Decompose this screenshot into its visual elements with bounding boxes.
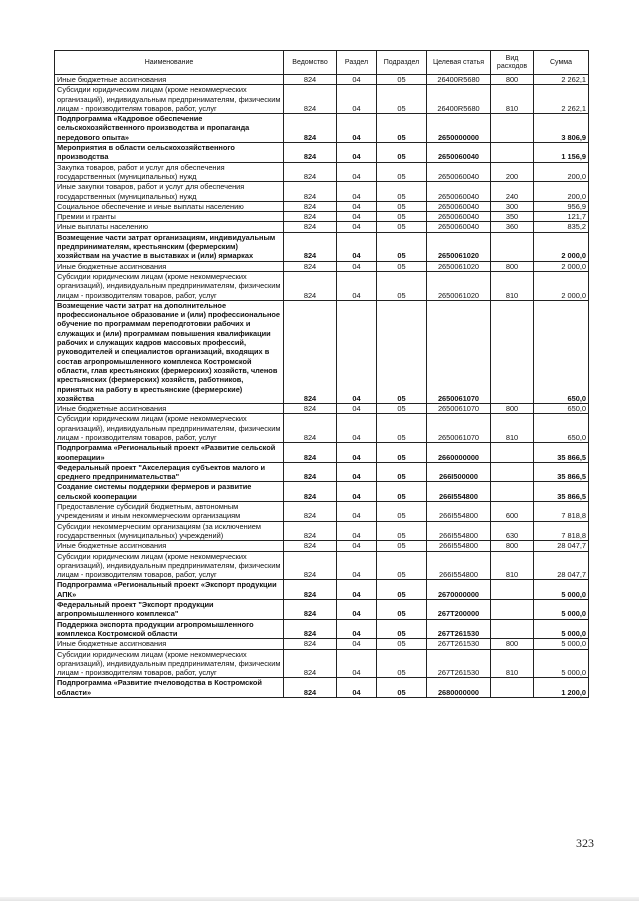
cell-dept: 824	[284, 551, 337, 580]
cell-section: 04	[337, 580, 377, 600]
cell-amount: 5 000,0	[534, 580, 589, 600]
cell-amount: 5 000,0	[534, 639, 589, 649]
cell-amount: 1 156,9	[534, 143, 589, 163]
cell-target: 266I554800	[427, 482, 491, 502]
cell-dept: 824	[284, 201, 337, 211]
cell-dept: 824	[284, 600, 337, 620]
cell-section: 04	[337, 482, 377, 502]
cell-subsection: 05	[377, 212, 427, 222]
col-header-exp-type: Вид расходов	[491, 51, 534, 75]
cell-target: 2650061070	[427, 404, 491, 414]
table-row	[55, 443, 589, 463]
page-number: 323	[576, 836, 594, 850]
cell-section: 04	[337, 649, 377, 678]
cell-name: Закупка товаров, работ и услуг для обеспечения государственных (муниципальных) нужд	[55, 162, 284, 182]
table-row	[55, 85, 589, 114]
cell-target: 266I554800	[427, 551, 491, 580]
cell-dept: 824	[284, 261, 337, 271]
cell-name: Подпрограмма «Региональный проект «Экспорт продукции АПК»	[55, 580, 284, 600]
cell-target: 2650060040	[427, 143, 491, 163]
table-body	[55, 75, 589, 698]
cell-subsection: 05	[377, 300, 427, 403]
cell-amount: 650,0	[534, 414, 589, 443]
table-row	[55, 541, 589, 551]
cell-target: 2650061070	[427, 300, 491, 403]
cell-section: 04	[337, 232, 377, 261]
cell-subsection: 05	[377, 649, 427, 678]
cell-amount: 35 866,5	[534, 462, 589, 482]
cell-target: 266I554800	[427, 521, 491, 541]
cell-dept: 824	[284, 580, 337, 600]
cell-section: 04	[337, 261, 377, 271]
cell-dept: 824	[284, 619, 337, 639]
cell-name: Иные бюджетные ассигнования	[55, 639, 284, 649]
table-row	[55, 639, 589, 649]
cell-amount: 35 866,5	[534, 482, 589, 502]
cell-dept: 824	[284, 75, 337, 85]
cell-name: Субсидии некоммерческим организациям (за исключением государственных (муниципальных) учреждений)	[55, 521, 284, 541]
cell-subsection: 05	[377, 580, 427, 600]
scan-edge	[0, 897, 639, 901]
table-row	[55, 414, 589, 443]
cell-exp-type: 810	[491, 649, 534, 678]
cell-section: 04	[337, 619, 377, 639]
cell-dept: 824	[284, 114, 337, 143]
cell-amount: 2 000,0	[534, 261, 589, 271]
cell-subsection: 05	[377, 551, 427, 580]
cell-name: Премии и гранты	[55, 212, 284, 222]
table-row	[55, 678, 589, 698]
cell-section: 04	[337, 212, 377, 222]
cell-exp-type: 630	[491, 521, 534, 541]
cell-subsection: 05	[377, 162, 427, 182]
cell-target: 2650060040	[427, 212, 491, 222]
cell-exp-type: 200	[491, 162, 534, 182]
cell-exp-type	[491, 114, 534, 143]
table-row	[55, 182, 589, 202]
cell-name: Субсидии юридическим лицам (кроме некоммерческих организаций), индивидуальным предпринимателям, физическим лицам - производителям товаров, работ, услуг	[55, 649, 284, 678]
col-header-name: Наименование	[55, 51, 284, 75]
cell-target: 2650061020	[427, 261, 491, 271]
cell-exp-type: 350	[491, 212, 534, 222]
cell-subsection: 05	[377, 414, 427, 443]
cell-amount: 5 000,0	[534, 600, 589, 620]
cell-section: 04	[337, 404, 377, 414]
cell-dept: 824	[284, 85, 337, 114]
cell-subsection: 05	[377, 502, 427, 522]
table-row	[55, 551, 589, 580]
cell-dept: 824	[284, 143, 337, 163]
cell-dept: 824	[284, 162, 337, 182]
cell-dept: 824	[284, 414, 337, 443]
cell-section: 04	[337, 551, 377, 580]
cell-dept: 824	[284, 639, 337, 649]
cell-amount: 2 262,1	[534, 75, 589, 85]
cell-subsection: 05	[377, 482, 427, 502]
cell-amount: 121,7	[534, 212, 589, 222]
table-row	[55, 619, 589, 639]
cell-dept: 824	[284, 443, 337, 463]
cell-target: 2650000000	[427, 114, 491, 143]
cell-dept: 824	[284, 300, 337, 403]
budget-table	[54, 50, 589, 698]
cell-exp-type: 800	[491, 541, 534, 551]
table-row	[55, 462, 589, 482]
cell-amount: 3 806,9	[534, 114, 589, 143]
cell-section: 04	[337, 639, 377, 649]
cell-section: 04	[337, 443, 377, 463]
cell-dept: 824	[284, 212, 337, 222]
table-row	[55, 649, 589, 678]
cell-name: Федеральный проект "Акселерация субъектов малого и среднего предпринимательства"	[55, 462, 284, 482]
cell-name: Иные бюджетные ассигнования	[55, 541, 284, 551]
col-header-amount: Сумма	[534, 51, 589, 75]
cell-amount: 28 047,7	[534, 551, 589, 580]
cell-name: Иные бюджетные ассигнования	[55, 261, 284, 271]
cell-dept: 824	[284, 541, 337, 551]
cell-target: 2650060040	[427, 162, 491, 182]
cell-exp-type	[491, 619, 534, 639]
cell-section: 04	[337, 502, 377, 522]
cell-name: Субсидии юридическим лицам (кроме некоммерческих организаций), индивидуальным предпринимателям, физическим лицам - производителям товаров, работ, услуг	[55, 271, 284, 300]
cell-subsection: 05	[377, 232, 427, 261]
cell-section: 04	[337, 541, 377, 551]
cell-subsection: 05	[377, 261, 427, 271]
cell-amount: 200,0	[534, 182, 589, 202]
cell-subsection: 05	[377, 201, 427, 211]
cell-section: 04	[337, 201, 377, 211]
cell-section: 04	[337, 678, 377, 698]
cell-exp-type: 800	[491, 404, 534, 414]
cell-name: Иные бюджетные ассигнования	[55, 404, 284, 414]
cell-exp-type	[491, 443, 534, 463]
cell-exp-type: 240	[491, 182, 534, 202]
cell-exp-type: 360	[491, 222, 534, 232]
cell-section: 04	[337, 143, 377, 163]
table-row	[55, 521, 589, 541]
cell-amount: 35 866,5	[534, 443, 589, 463]
cell-target: 2650061020	[427, 271, 491, 300]
cell-target: 2670000000	[427, 580, 491, 600]
cell-section: 04	[337, 114, 377, 143]
cell-section: 04	[337, 600, 377, 620]
cell-name: Иные закупки товаров, работ и услуг для обеспечения государственных (муниципальных) нужд	[55, 182, 284, 202]
cell-exp-type	[491, 600, 534, 620]
cell-section: 04	[337, 85, 377, 114]
cell-amount: 5 000,0	[534, 619, 589, 639]
cell-name: Социальное обеспечение и иные выплаты населению	[55, 201, 284, 211]
cell-exp-type: 800	[491, 639, 534, 649]
cell-name: Подпрограмма «Развитие пчеловодства в Костромской области»	[55, 678, 284, 698]
cell-subsection: 05	[377, 114, 427, 143]
cell-exp-type	[491, 580, 534, 600]
table-row	[55, 114, 589, 143]
cell-exp-type	[491, 143, 534, 163]
cell-exp-type: 810	[491, 85, 534, 114]
cell-name: Поддержка экспорта продукции агропромышленного комплекса Костромской области	[55, 619, 284, 639]
cell-name: Возмещение части затрат организациям, индивидуальным предпринимателям, крестьянским (фермерским) хозяйствам на участие в выставках и (или) ярмарках	[55, 232, 284, 261]
cell-name: Иные выплаты населению	[55, 222, 284, 232]
cell-target: 267T261530	[427, 649, 491, 678]
table-row	[55, 232, 589, 261]
cell-exp-type: 810	[491, 271, 534, 300]
cell-exp-type: 810	[491, 551, 534, 580]
table-row	[55, 222, 589, 232]
cell-exp-type	[491, 300, 534, 403]
cell-name: Субсидии юридическим лицам (кроме некоммерческих организаций), индивидуальным предпринимателям, физическим лицам - производителям товаров, работ, услуг	[55, 414, 284, 443]
cell-subsection: 05	[377, 600, 427, 620]
cell-subsection: 05	[377, 443, 427, 463]
cell-target: 266I554800	[427, 541, 491, 551]
cell-name: Мероприятия в области сельскохозяйственного производства	[55, 143, 284, 163]
table-row	[55, 162, 589, 182]
cell-section: 04	[337, 222, 377, 232]
cell-target: 266I500000	[427, 462, 491, 482]
table-row	[55, 201, 589, 211]
cell-target: 2650061020	[427, 232, 491, 261]
cell-amount: 2 000,0	[534, 271, 589, 300]
cell-amount: 650,0	[534, 300, 589, 403]
cell-amount: 200,0	[534, 162, 589, 182]
cell-name: Иные бюджетные ассигнования	[55, 75, 284, 85]
table-row	[55, 271, 589, 300]
cell-name: Субсидии юридическим лицам (кроме некоммерческих организаций), индивидуальным предпринимателям, физическим лицам - производителям товаров, работ, услуг	[55, 85, 284, 114]
cell-target: 26400R5680	[427, 75, 491, 85]
cell-name: Субсидии юридическим лицам (кроме некоммерческих организаций), индивидуальным предпринимателям, физическим лицам - производителям товаров, работ, услуг	[55, 551, 284, 580]
cell-exp-type: 800	[491, 261, 534, 271]
cell-dept: 824	[284, 649, 337, 678]
cell-target: 26400R5680	[427, 85, 491, 114]
cell-amount: 28 047,7	[534, 541, 589, 551]
table-row	[55, 502, 589, 522]
cell-exp-type: 600	[491, 502, 534, 522]
col-header-target: Целевая статья	[427, 51, 491, 75]
cell-section: 04	[337, 462, 377, 482]
cell-subsection: 05	[377, 462, 427, 482]
table-row	[55, 404, 589, 414]
cell-target: 2650060040	[427, 182, 491, 202]
cell-target: 2650060040	[427, 201, 491, 211]
cell-name: Подпрограмма «Региональный проект «Развитие сельской кооперации»	[55, 443, 284, 463]
cell-amount: 835,2	[534, 222, 589, 232]
cell-target: 267T261530	[427, 639, 491, 649]
cell-subsection: 05	[377, 541, 427, 551]
table-row	[55, 261, 589, 271]
cell-dept: 824	[284, 462, 337, 482]
cell-name: Подпрограмма «Кадровое обеспечение сельскохозяйственного производства и пропаганда передового опыта»	[55, 114, 284, 143]
cell-exp-type: 300	[491, 201, 534, 211]
cell-dept: 824	[284, 222, 337, 232]
cell-exp-type: 800	[491, 75, 534, 85]
cell-subsection: 05	[377, 182, 427, 202]
table-row	[55, 300, 589, 403]
cell-target: 2650060040	[427, 222, 491, 232]
cell-dept: 824	[284, 678, 337, 698]
cell-amount: 650,0	[534, 404, 589, 414]
cell-name: Федеральный проект "Экспорт продукции агропромышленного комплекса"	[55, 600, 284, 620]
cell-name: Возмещение части затрат на дополнительное профессиональное образование и (или) профессиональное обучение по программам переподготовки рабочих и служащих и (или) программам повышения квалификации рабочих и служащих кадров массовых профессий, руководителей и специалистов организаций, входящих в состав агропромышленного комплекса Костромской области, глав крестьянских (фермерских) хозяйств, членов крестьянских (фермерских) хозяйств, работников, принятых на работу в крестьянские (фермерские) хозяйства	[55, 300, 284, 403]
cell-dept: 824	[284, 232, 337, 261]
cell-amount: 7 818,8	[534, 502, 589, 522]
cell-dept: 824	[284, 502, 337, 522]
cell-exp-type	[491, 462, 534, 482]
cell-section: 04	[337, 521, 377, 541]
cell-section: 04	[337, 300, 377, 403]
cell-section: 04	[337, 271, 377, 300]
table-row	[55, 580, 589, 600]
cell-subsection: 05	[377, 85, 427, 114]
table-row	[55, 482, 589, 502]
cell-section: 04	[337, 414, 377, 443]
cell-exp-type: 810	[491, 414, 534, 443]
cell-target: 2680000000	[427, 678, 491, 698]
cell-target: 267T261530	[427, 619, 491, 639]
cell-dept: 824	[284, 482, 337, 502]
cell-exp-type	[491, 232, 534, 261]
cell-amount: 2 262,1	[534, 85, 589, 114]
table-header-row	[55, 51, 589, 75]
cell-subsection: 05	[377, 619, 427, 639]
cell-dept: 824	[284, 521, 337, 541]
cell-target: 267T200000	[427, 600, 491, 620]
cell-subsection: 05	[377, 143, 427, 163]
col-header-dept: Ведомство	[284, 51, 337, 75]
cell-exp-type	[491, 482, 534, 502]
cell-subsection: 05	[377, 271, 427, 300]
cell-subsection: 05	[377, 678, 427, 698]
cell-subsection: 05	[377, 521, 427, 541]
cell-section: 04	[337, 182, 377, 202]
cell-name: Создание системы поддержки фермеров и развитие сельской кооперации	[55, 482, 284, 502]
cell-subsection: 05	[377, 222, 427, 232]
table-row	[55, 212, 589, 222]
table-row	[55, 600, 589, 620]
cell-section: 04	[337, 162, 377, 182]
cell-target: 2660000000	[427, 443, 491, 463]
cell-subsection: 05	[377, 639, 427, 649]
cell-amount: 2 000,0	[534, 232, 589, 261]
cell-amount: 5 000,0	[534, 649, 589, 678]
cell-target: 2650061070	[427, 414, 491, 443]
cell-dept: 824	[284, 271, 337, 300]
cell-amount: 956,9	[534, 201, 589, 211]
cell-amount: 1 200,0	[534, 678, 589, 698]
cell-exp-type	[491, 678, 534, 698]
cell-subsection: 05	[377, 75, 427, 85]
table-row	[55, 75, 589, 85]
cell-subsection: 05	[377, 404, 427, 414]
cell-dept: 824	[284, 182, 337, 202]
cell-name: Предоставление субсидий бюджетным, автономным учреждениям и иным некоммерческим организациям	[55, 502, 284, 522]
table-row	[55, 143, 589, 163]
col-header-section: Раздел	[337, 51, 377, 75]
cell-dept: 824	[284, 404, 337, 414]
cell-target: 266I554800	[427, 502, 491, 522]
cell-section: 04	[337, 75, 377, 85]
cell-amount: 7 818,8	[534, 521, 589, 541]
col-header-subsection: Подраздел	[377, 51, 427, 75]
